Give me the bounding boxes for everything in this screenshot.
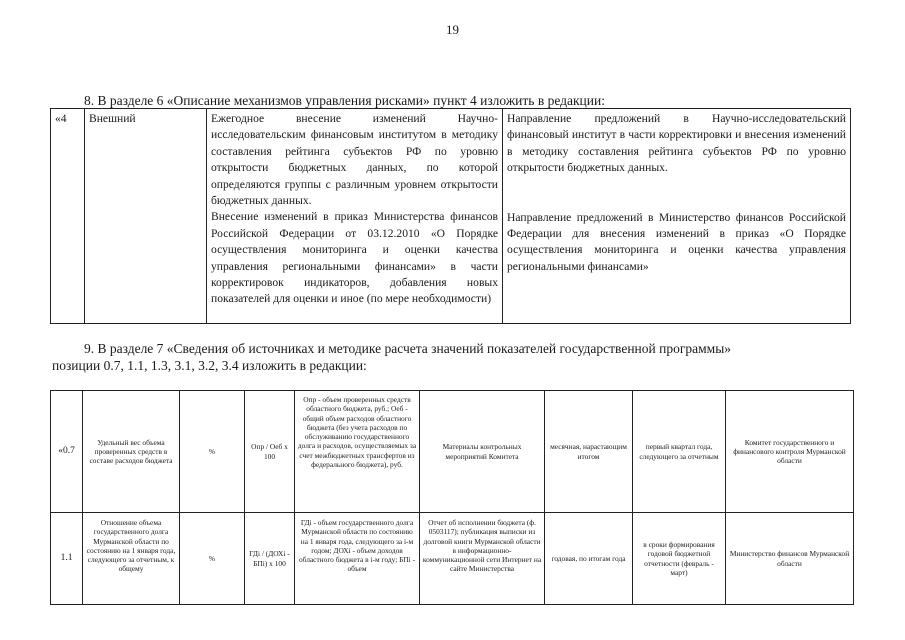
risk-measures [503,109,851,324]
row-number: «4 [51,109,85,324]
indicator-variables: ГДi - объем государственного долга Мурманской области по состоянию на 1 января года, следующего за i-м годом; ДОХi - объем доходов областного бюджета в i-м году; БПi - объем [295,513,420,605]
measure-paragraph: Направление предложений в Министерство финансов Российской Федерации для внесения изменений в приказ «О Порядке осуществления мониторинга и оценки качества управления региональными финансами» [507,210,846,273]
indicator-frequency: годовая, по итогам года [545,513,633,605]
risk-table [50,108,851,324]
indicator-unit: % [180,391,245,513]
indicator-number: «0.7 [51,391,83,513]
measure-paragraph: Направление предложений в Научно-исследовательский финансовый институт в части корректировки и внесения изменений в методику составления рейтинга субъектов РФ по уровню открытости бюджетных данных. [507,112,846,175]
table-row [51,109,851,324]
section-8-heading: 8. В разделе 6 «Описание механизмов управления рисками» пункт 4 изложить в редакции: [84,93,605,108]
indicators-table [50,390,854,605]
indicator-name: Отношение объема государственного долга Мурманской области по состоянию на 1 января года, следующего за отчетным, к общему [83,513,180,605]
indicator-number: 1.1 [51,513,83,605]
indicator-name: Удельный вес объема проверенных средств в составе расходов бюджета [83,391,180,513]
indicator-responsible: Министерство финансов Мурманской области [726,513,854,605]
description-paragraph: Ежегодное внесение изменений Научно-исследовательским финансовым институтом в методику составления рейтинга субъектов РФ по уровню открытости бюджетных данных, по которой определяются группы с различным уровнем открытости бюджетных данных. [211,112,498,208]
risk-description [207,109,503,324]
page-number: 19 [446,22,459,37]
section-9-heading [52,340,852,374]
description-paragraph: Внесение изменений в приказ Министерства финансов Российской Федерации от 03.12.2010 «О Порядке осуществления мониторинга и оценки качества управления региональными финансами» в части корректировок индикаторов, добавления новых показателей для оценки и иное (по мере необходимости) [211,210,498,306]
table-row [51,513,854,605]
indicator-unit: % [180,513,245,605]
indicator-variables: Опр - объем проверенных средств областного бюджета, руб.; Оеб - общий объем расходов областного бюджета (без учета расходов по обслуживанию государственного долга и расходов, осуществляемых за счет межбюджетных трансфертов из федерального бюджета), руб. [295,391,420,513]
indicator-responsible: Комитет государственного и финансового контроля Мурманской области [726,391,854,513]
indicator-deadline: в сроки формирования годовой бюджетной отчетности (февраль - март) [633,513,726,605]
indicator-formula: ГДi / (ДОХi - БПi) х 100 [245,513,295,605]
risk-type: Внешний [85,109,207,324]
section-9-heading-line: позиции 0.7, 1.1, 1.3, 3.1, 3.2, 3.4 изложить в редакции: [52,358,367,373]
indicator-source: Отчет об исполнении бюджета (ф. 0503117); публикация выписки из долговой книги Мурманской области в информационно-коммуникационной сети Интернет на сайте Министерства [420,513,545,605]
section-9-heading-line: 9. В разделе 7 «Сведения об источниках и методике расчета значений показателей государственной программы» [84,341,732,356]
indicator-source: Материалы контрольных мероприятий Комитета [420,391,545,513]
indicator-deadline: первый квартал года, следующего за отчетным [633,391,726,513]
indicator-formula: Опр / Оеб х 100 [245,391,295,513]
table-row [51,391,854,513]
indicator-frequency: месячная, нарастающим итогом [545,391,633,513]
